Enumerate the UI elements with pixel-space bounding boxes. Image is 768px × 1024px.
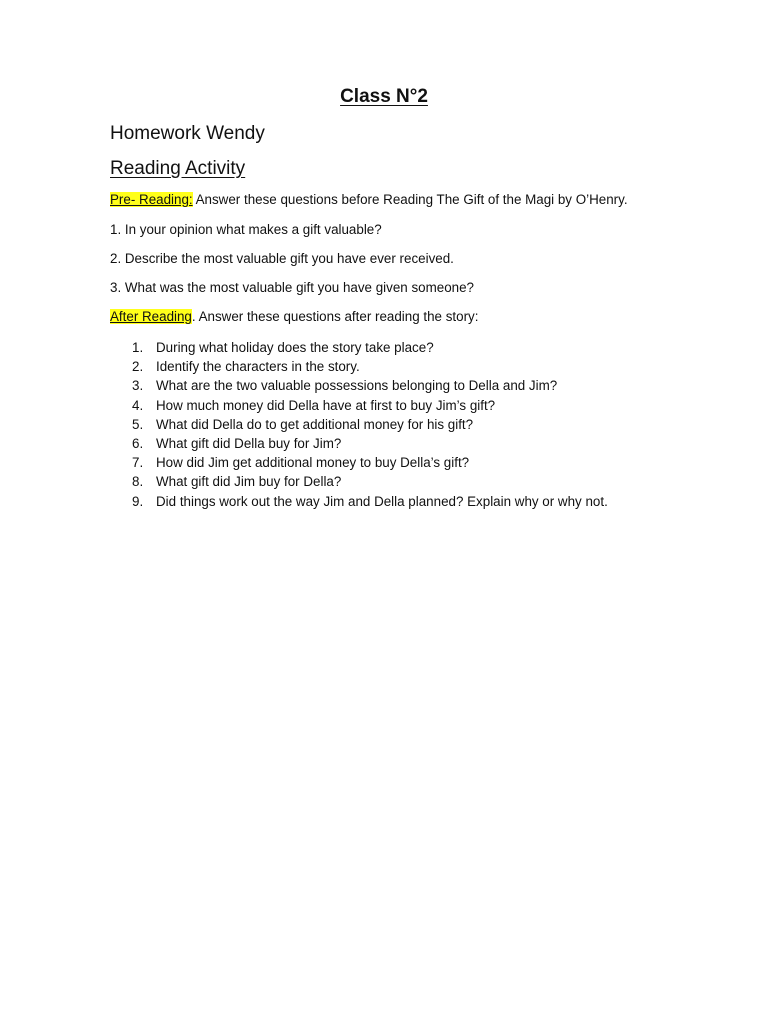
list-item-number: 6. [132,435,144,451]
list-item-number: 5. [132,416,144,432]
list-item-text: Identify the characters in the story. [156,359,360,375]
list-item [110,338,608,357]
list-item [110,472,608,491]
list-item-text: What are the two valuable possessions belonging to Della and Jim? [156,378,558,394]
list-item-text: How did Jim get additional money to buy Della’s gift? [156,455,470,471]
after-reading-label: After Reading [110,309,192,324]
pre-reading-text: Answer these questions before Reading The Gift of the Magi by O’Henry. [192,192,628,207]
list-item [110,396,608,415]
list-item-number: 2. [132,359,144,375]
list-item [110,415,608,434]
list-item-number: 7. [132,455,144,471]
pre-question-2: 2. Describe the most valuable gift you have ever received. [110,251,454,266]
homework-heading: Homework Wendy [110,123,265,144]
list-item [110,376,608,395]
after-reading-question-list [110,338,608,511]
after-reading-instructions [110,309,478,324]
list-item [110,453,608,472]
pre-reading-instructions [110,192,628,207]
list-item [110,492,608,511]
list-item-text: What gift did Jim buy for Della? [156,474,342,490]
list-item-number: 4. [132,397,144,413]
list-item-number: 3. [132,378,144,394]
page-title: Class N°2 [340,86,428,107]
list-item [110,357,608,376]
list-item-text: What gift did Della buy for Jim? [156,435,342,451]
list-item-text: How much money did Della have at first to buy Jim’s gift? [156,397,496,413]
reading-activity-heading: Reading Activity [110,158,246,179]
list-item-number: 9. [132,493,144,509]
list-item [110,434,608,453]
list-item-number: 1. [132,340,144,355]
pre-reading-label: Pre- Reading: [110,192,193,207]
after-reading-text: . Answer these questions after reading the story: [191,309,479,324]
list-item-number: 8. [132,474,144,490]
list-item-text: Did things work out the way Jim and Della planned? Explain why or why not. [156,493,608,509]
pre-question-3: 3. What was the most valuable gift you have given someone? [110,280,474,295]
list-item-text: What did Della do to get additional money for his gift? [156,416,474,432]
list-item-text: During what holiday does the story take place? [156,340,434,355]
pre-question-1: 1. In your opinion what makes a gift valuable? [110,222,382,237]
